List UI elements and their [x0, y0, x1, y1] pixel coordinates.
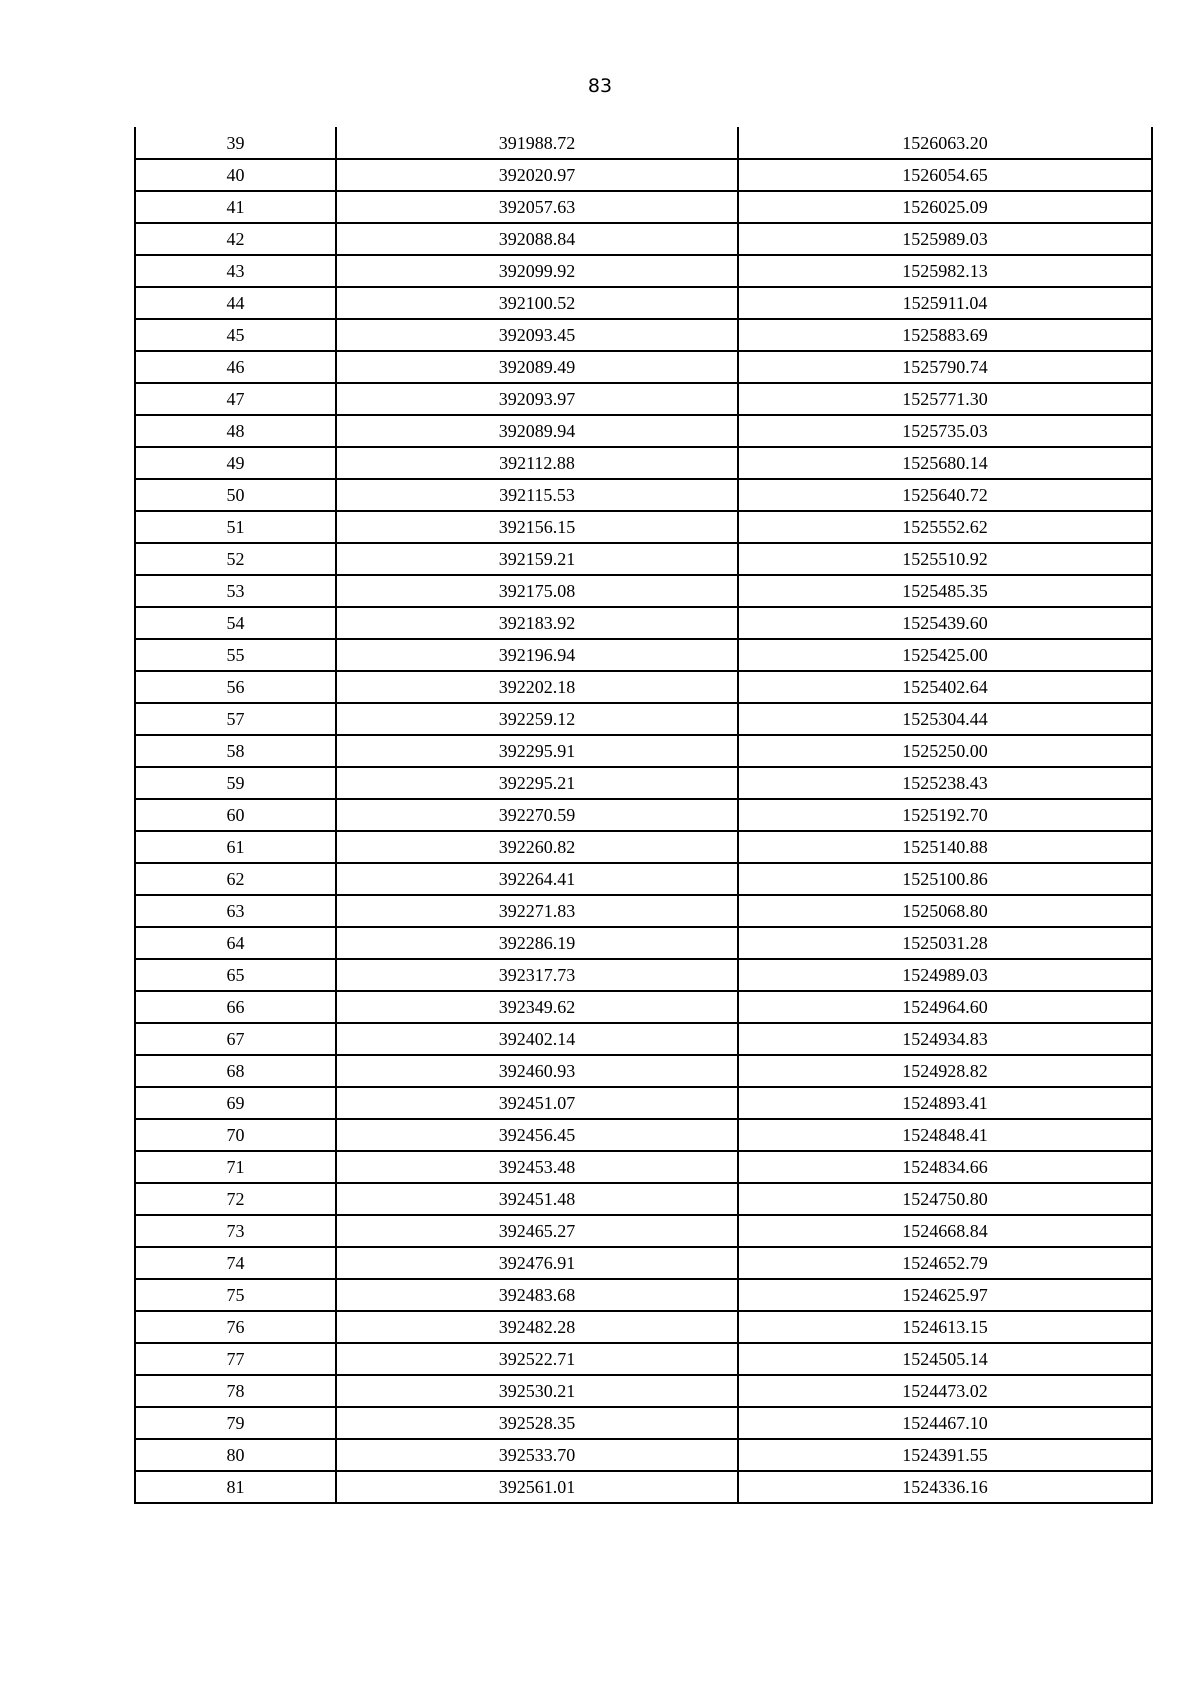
point-number-cell: 53 — [135, 575, 336, 607]
y-coordinate-cell: 1524625.97 — [738, 1279, 1152, 1311]
point-number-cell: 72 — [135, 1183, 336, 1215]
x-coordinate-cell: 392456.45 — [336, 1119, 738, 1151]
x-coordinate-cell: 392020.97 — [336, 159, 738, 191]
y-coordinate-cell: 1526054.65 — [738, 159, 1152, 191]
table-row — [135, 415, 1152, 447]
table-row — [135, 927, 1152, 959]
point-number-cell: 76 — [135, 1311, 336, 1343]
table-row — [135, 1343, 1152, 1375]
point-number-cell: 40 — [135, 159, 336, 191]
y-coordinate-cell: 1525425.00 — [738, 639, 1152, 671]
y-coordinate-cell: 1524467.10 — [738, 1407, 1152, 1439]
point-number-cell: 48 — [135, 415, 336, 447]
y-coordinate-cell: 1525485.35 — [738, 575, 1152, 607]
y-coordinate-cell: 1525790.74 — [738, 351, 1152, 383]
y-coordinate-cell: 1525982.13 — [738, 255, 1152, 287]
x-coordinate-cell: 392088.84 — [336, 223, 738, 255]
x-coordinate-cell: 392093.97 — [336, 383, 738, 415]
point-number-cell: 70 — [135, 1119, 336, 1151]
y-coordinate-cell: 1525304.44 — [738, 703, 1152, 735]
y-coordinate-cell: 1525735.03 — [738, 415, 1152, 447]
x-coordinate-cell: 392483.68 — [336, 1279, 738, 1311]
x-coordinate-cell: 392183.92 — [336, 607, 738, 639]
point-number-cell: 69 — [135, 1087, 336, 1119]
y-coordinate-cell: 1525439.60 — [738, 607, 1152, 639]
point-number-cell: 64 — [135, 927, 336, 959]
point-number-cell: 71 — [135, 1151, 336, 1183]
x-coordinate-cell: 392533.70 — [336, 1439, 738, 1471]
point-number-cell: 51 — [135, 511, 336, 543]
point-number-cell: 49 — [135, 447, 336, 479]
y-coordinate-cell: 1525640.72 — [738, 479, 1152, 511]
table-row — [135, 991, 1152, 1023]
point-number-cell: 58 — [135, 735, 336, 767]
x-coordinate-cell: 392260.82 — [336, 831, 738, 863]
table-row — [135, 127, 1152, 159]
x-coordinate-cell: 392476.91 — [336, 1247, 738, 1279]
point-number-cell: 46 — [135, 351, 336, 383]
x-coordinate-cell: 392271.83 — [336, 895, 738, 927]
x-coordinate-cell: 392259.12 — [336, 703, 738, 735]
table-row — [135, 799, 1152, 831]
point-number-cell: 77 — [135, 1343, 336, 1375]
point-number-cell: 45 — [135, 319, 336, 351]
table-row — [135, 639, 1152, 671]
point-number-cell: 56 — [135, 671, 336, 703]
x-coordinate-cell: 392451.48 — [336, 1183, 738, 1215]
x-coordinate-cell: 392295.21 — [336, 767, 738, 799]
table-row — [135, 543, 1152, 575]
page-number: 83 — [587, 75, 613, 97]
table-row — [135, 703, 1152, 735]
table-row — [135, 735, 1152, 767]
x-coordinate-cell: 392453.48 — [336, 1151, 738, 1183]
coordinates-table-body — [135, 127, 1152, 1503]
x-coordinate-cell: 392349.62 — [336, 991, 738, 1023]
y-coordinate-cell: 1525250.00 — [738, 735, 1152, 767]
point-number-cell: 57 — [135, 703, 336, 735]
point-number-cell: 52 — [135, 543, 336, 575]
y-coordinate-cell: 1525192.70 — [738, 799, 1152, 831]
x-coordinate-cell: 392057.63 — [336, 191, 738, 223]
y-coordinate-cell: 1525680.14 — [738, 447, 1152, 479]
point-number-cell: 44 — [135, 287, 336, 319]
x-coordinate-cell: 392482.28 — [336, 1311, 738, 1343]
coordinates-table — [134, 127, 1153, 1504]
y-coordinate-cell: 1524928.82 — [738, 1055, 1152, 1087]
x-coordinate-cell: 392451.07 — [336, 1087, 738, 1119]
y-coordinate-cell: 1524505.14 — [738, 1343, 1152, 1375]
point-number-cell: 43 — [135, 255, 336, 287]
table-row — [135, 159, 1152, 191]
y-coordinate-cell: 1524934.83 — [738, 1023, 1152, 1055]
x-coordinate-cell: 392099.92 — [336, 255, 738, 287]
table-row — [135, 1311, 1152, 1343]
x-coordinate-cell: 392402.14 — [336, 1023, 738, 1055]
y-coordinate-cell: 1524834.66 — [738, 1151, 1152, 1183]
x-coordinate-cell: 392530.21 — [336, 1375, 738, 1407]
table-row — [135, 1279, 1152, 1311]
point-number-cell: 59 — [135, 767, 336, 799]
table-row — [135, 1183, 1152, 1215]
point-number-cell: 74 — [135, 1247, 336, 1279]
point-number-cell: 66 — [135, 991, 336, 1023]
y-coordinate-cell: 1525911.04 — [738, 287, 1152, 319]
point-number-cell: 50 — [135, 479, 336, 511]
x-coordinate-cell: 392270.59 — [336, 799, 738, 831]
point-number-cell: 73 — [135, 1215, 336, 1247]
y-coordinate-cell: 1524848.41 — [738, 1119, 1152, 1151]
y-coordinate-cell: 1524964.60 — [738, 991, 1152, 1023]
y-coordinate-cell: 1524391.55 — [738, 1439, 1152, 1471]
point-number-cell: 61 — [135, 831, 336, 863]
table-row — [135, 1023, 1152, 1055]
point-number-cell: 54 — [135, 607, 336, 639]
x-coordinate-cell: 392264.41 — [336, 863, 738, 895]
y-coordinate-cell: 1524473.02 — [738, 1375, 1152, 1407]
table-row — [135, 767, 1152, 799]
table-row — [135, 287, 1152, 319]
x-coordinate-cell: 392465.27 — [336, 1215, 738, 1247]
point-number-cell: 42 — [135, 223, 336, 255]
x-coordinate-cell: 392561.01 — [336, 1471, 738, 1503]
x-coordinate-cell: 392089.94 — [336, 415, 738, 447]
y-coordinate-cell: 1524652.79 — [738, 1247, 1152, 1279]
x-coordinate-cell: 392196.94 — [336, 639, 738, 671]
point-number-cell: 75 — [135, 1279, 336, 1311]
table-row — [135, 447, 1152, 479]
y-coordinate-cell: 1525068.80 — [738, 895, 1152, 927]
table-row — [135, 1375, 1152, 1407]
x-coordinate-cell: 392460.93 — [336, 1055, 738, 1087]
y-coordinate-cell: 1524613.15 — [738, 1311, 1152, 1343]
x-coordinate-cell: 392317.73 — [336, 959, 738, 991]
point-number-cell: 80 — [135, 1439, 336, 1471]
table-row — [135, 351, 1152, 383]
table-row — [135, 1407, 1152, 1439]
y-coordinate-cell: 1524668.84 — [738, 1215, 1152, 1247]
table-row — [135, 1215, 1152, 1247]
table-row — [135, 575, 1152, 607]
y-coordinate-cell: 1524750.80 — [738, 1183, 1152, 1215]
table-row — [135, 959, 1152, 991]
x-coordinate-cell: 392100.52 — [336, 287, 738, 319]
point-number-cell: 67 — [135, 1023, 336, 1055]
x-coordinate-cell: 392093.45 — [336, 319, 738, 351]
y-coordinate-cell: 1526025.09 — [738, 191, 1152, 223]
y-coordinate-cell: 1524893.41 — [738, 1087, 1152, 1119]
table-row — [135, 511, 1152, 543]
table-row — [135, 479, 1152, 511]
x-coordinate-cell: 392159.21 — [336, 543, 738, 575]
y-coordinate-cell: 1525140.88 — [738, 831, 1152, 863]
coordinates-table-container — [134, 127, 1151, 1504]
point-number-cell: 47 — [135, 383, 336, 415]
y-coordinate-cell: 1525552.62 — [738, 511, 1152, 543]
table-row — [135, 319, 1152, 351]
point-number-cell: 62 — [135, 863, 336, 895]
x-coordinate-cell: 392202.18 — [336, 671, 738, 703]
table-row — [135, 1439, 1152, 1471]
x-coordinate-cell: 392175.08 — [336, 575, 738, 607]
table-row — [135, 1247, 1152, 1279]
table-row — [135, 1151, 1152, 1183]
point-number-cell: 63 — [135, 895, 336, 927]
table-row — [135, 1055, 1152, 1087]
x-coordinate-cell: 392286.19 — [336, 927, 738, 959]
x-coordinate-cell: 392522.71 — [336, 1343, 738, 1375]
y-coordinate-cell: 1524336.16 — [738, 1471, 1152, 1503]
table-row — [135, 255, 1152, 287]
y-coordinate-cell: 1525402.64 — [738, 671, 1152, 703]
y-coordinate-cell: 1525883.69 — [738, 319, 1152, 351]
y-coordinate-cell: 1525771.30 — [738, 383, 1152, 415]
y-coordinate-cell: 1525100.86 — [738, 863, 1152, 895]
point-number-cell: 79 — [135, 1407, 336, 1439]
x-coordinate-cell: 392295.91 — [336, 735, 738, 767]
y-coordinate-cell: 1525031.28 — [738, 927, 1152, 959]
point-number-cell: 65 — [135, 959, 336, 991]
table-row — [135, 191, 1152, 223]
point-number-cell: 41 — [135, 191, 336, 223]
table-row — [135, 1087, 1152, 1119]
table-row — [135, 223, 1152, 255]
point-number-cell: 78 — [135, 1375, 336, 1407]
y-coordinate-cell: 1526063.20 — [738, 127, 1152, 159]
x-coordinate-cell: 392528.35 — [336, 1407, 738, 1439]
point-number-cell: 68 — [135, 1055, 336, 1087]
table-row — [135, 863, 1152, 895]
point-number-cell: 55 — [135, 639, 336, 671]
x-coordinate-cell: 392112.88 — [336, 447, 738, 479]
x-coordinate-cell: 392156.15 — [336, 511, 738, 543]
y-coordinate-cell: 1525510.92 — [738, 543, 1152, 575]
table-row — [135, 1471, 1152, 1503]
table-row — [135, 1119, 1152, 1151]
table-row — [135, 671, 1152, 703]
table-row — [135, 831, 1152, 863]
x-coordinate-cell: 392089.49 — [336, 351, 738, 383]
x-coordinate-cell: 392115.53 — [336, 479, 738, 511]
table-row — [135, 895, 1152, 927]
table-row — [135, 383, 1152, 415]
x-coordinate-cell: 391988.72 — [336, 127, 738, 159]
point-number-cell: 81 — [135, 1471, 336, 1503]
point-number-cell: 60 — [135, 799, 336, 831]
y-coordinate-cell: 1525238.43 — [738, 767, 1152, 799]
y-coordinate-cell: 1524989.03 — [738, 959, 1152, 991]
table-row — [135, 607, 1152, 639]
y-coordinate-cell: 1525989.03 — [738, 223, 1152, 255]
point-number-cell: 39 — [135, 127, 336, 159]
